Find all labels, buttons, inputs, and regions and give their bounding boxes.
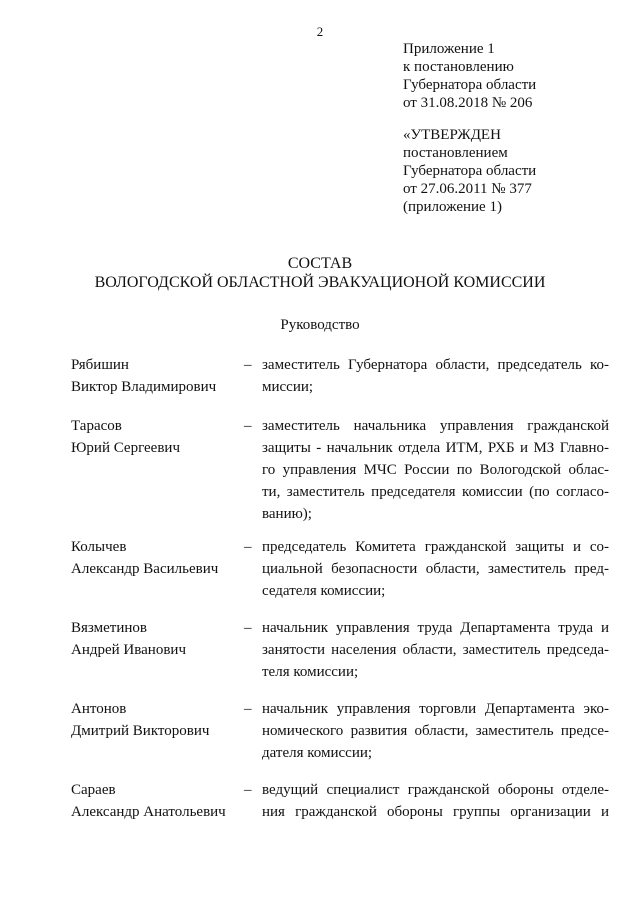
approval-line: «УТВЕРЖДЕН [403,127,501,143]
member-name [71,698,251,742]
member-name [71,415,251,459]
member-dash: – [244,539,252,555]
page-number: 2 [316,24,324,39]
member-name [71,354,251,398]
position-line: занятости населения области, заместитель председа- [262,642,609,658]
member-dash: – [244,701,252,717]
position-line: председатель Комитета гражданской защиты и со- [262,539,609,555]
member-name [71,617,251,661]
approval-line: от 27.06.2011 № 377 [403,181,532,197]
member-surname: Антонов [71,701,127,717]
document-title [0,254,640,292]
position-line: миссии; [262,379,314,395]
member-name [71,536,251,580]
position-line: ванию); [262,506,312,522]
member-position [262,779,609,823]
position-line: циальной безопасности области, заместитель пред- [262,561,609,577]
approval-stamp [403,126,536,216]
member-given-name: Александр Анатольевич [71,804,226,820]
position-line: теля комиссии; [262,664,359,680]
member-surname: Колычев [71,539,127,555]
approval-line: Губернатора области [403,163,537,179]
member-position [262,536,609,602]
position-line: ния гражданской обороны группы организации и [262,804,609,820]
position-line: дателя комиссии; [262,745,373,761]
member-dash: – [244,418,252,434]
title-line-1: СОСТАВ [287,255,353,272]
member-given-name: Александр Васильевич [71,561,219,577]
position-line: ти, заместитель председателя комиссии (по согласо- [262,484,609,500]
annex-line: Губернатора области [403,77,537,93]
annex-line: Приложение 1 [403,41,495,57]
title-line-2: ВОЛОГОДСКОЙ ОБЛАСТНОЙ ЭВАКУАЦИОНОЙ КОМИССИИ [94,274,546,291]
position-line: номического развития области, заместитель предсе- [262,723,609,739]
approval-line: постановлением [403,145,508,161]
member-given-name: Виктор Владимирович [71,379,217,395]
member-dash: – [244,782,252,798]
member-surname: Вязметинов [71,620,147,636]
member-position [262,617,609,683]
member-given-name: Дмитрий Викторович [71,723,210,739]
approval-line: (приложение 1) [403,199,502,215]
position-line: защиты - начальник отдела ИТМ, РХБ и МЗ Главно- [262,440,609,456]
annex-line: к постановлению [403,59,514,75]
annex-header [403,40,536,112]
member-position [262,354,609,398]
position-line: заместитель начальника управления гражданской [262,418,609,434]
member-surname: Тарасов [71,418,122,434]
member-surname: Рябишин [71,357,129,373]
member-name [71,779,251,823]
member-dash: – [244,620,252,636]
position-line: начальник управления труда Департамента труда и [262,620,609,636]
annex-line: от 31.08.2018 № 206 [403,95,533,111]
member-given-name: Андрей Иванович [71,642,186,658]
position-line: начальник управления торговли Департамента эко- [262,701,609,717]
member-given-name: Юрий Сергеевич [71,440,180,456]
position-line: заместитель Губернатора области, председатель ко- [262,357,609,373]
section-heading: Руководство [280,317,360,333]
position-line: ведущий специалист гражданской обороны отделе- [262,782,609,798]
member-position [262,415,609,525]
member-dash: – [244,357,252,373]
position-line: го управления МЧС России по Вологодской облас- [262,462,609,478]
position-line: седателя комиссии; [262,583,386,599]
member-position [262,698,609,764]
member-surname: Сараев [71,782,116,798]
